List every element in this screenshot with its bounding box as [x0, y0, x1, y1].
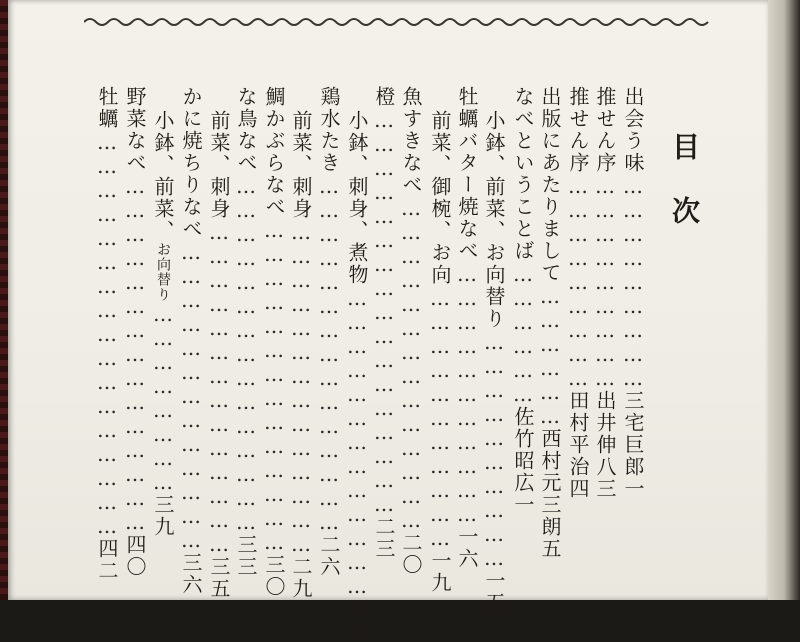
leader-dots: …………………………………………… [372, 108, 396, 516]
toc-entry [206, 110, 232, 600]
entry-page: 二九 [289, 556, 313, 600]
entry-title: かに焼ちりなべ [179, 86, 203, 240]
toc-entry [537, 86, 563, 560]
entry-title: 小鉢、前菜、お向替り [482, 110, 506, 330]
entry-page: 三六 [179, 552, 203, 596]
leader-dots: …………………………………………… [95, 130, 119, 538]
entry-title: 牡蠣 [95, 86, 119, 130]
entry-title: 魚すきなべ [399, 86, 423, 196]
entry-page: 一九 [428, 550, 452, 594]
toc-entry [371, 86, 397, 560]
leader-dots: …………………… [151, 302, 175, 494]
entry-page: 二〇 [399, 532, 423, 576]
entry-author: 田村平治 [566, 390, 590, 478]
entry-page: 一 [621, 478, 645, 500]
entry-page: 二六 [317, 534, 341, 578]
toc-entry [94, 86, 120, 582]
toc-entry [288, 110, 314, 600]
leader-dots: ………………………… [482, 330, 506, 570]
entry-page: 一 [511, 494, 535, 516]
toc-entry [398, 86, 424, 576]
leader-dots: ……………………………………… [123, 174, 147, 534]
entry-author: 佐竹昭広 [511, 406, 535, 494]
entry-page: 三〇 [262, 554, 286, 598]
toc-entry [150, 110, 176, 538]
entry-author: 三宅巨郎 [621, 390, 645, 478]
toc-entry [261, 86, 287, 598]
entry-title: 推せん序 [566, 86, 590, 174]
leader-dots: …………………………… [455, 262, 479, 526]
entry-title: 出会う味 [621, 86, 645, 174]
toc-entry [316, 86, 342, 578]
entry-subtitle: お向替り [155, 242, 171, 302]
leader-dots: …………………………………… [399, 196, 423, 532]
toc-entry [510, 86, 536, 516]
leader-dots: ……………………… [593, 174, 617, 390]
entry-page: 四二 [95, 538, 119, 582]
entry-title: 野菜なべ [123, 86, 147, 174]
toc-entry [344, 110, 370, 642]
leader-dots: …………………………………… [262, 218, 286, 554]
entry-title: 前菜、刺身 [207, 110, 231, 220]
entry-title: な鳥なべ [234, 86, 258, 174]
entry-title: なべということば [511, 86, 535, 262]
leader-dots: ………………………………… [179, 240, 203, 552]
entry-page: 三三 [234, 534, 258, 578]
leader-dots: …………………………………… [289, 220, 313, 556]
toc-entry [620, 86, 646, 500]
page-title: 目次 [668, 132, 701, 260]
toc-entry [178, 86, 204, 596]
entry-author: 出井伸八 [593, 390, 617, 478]
entry-title: 橙 [372, 86, 396, 108]
entry-title: 牡蠣バター焼なべ [455, 86, 479, 262]
entry-title: 鯛かぶらなべ [262, 86, 286, 218]
entry-page: 一六 [455, 526, 479, 570]
leader-dots: ……………………………………… [234, 174, 258, 534]
page-gutter [768, 0, 800, 600]
leader-dots: ……………………………………… [317, 174, 341, 534]
entry-title: 小鉢、刺身、煮物 [345, 110, 369, 286]
entry-title: 小鉢、前菜、 [151, 110, 175, 242]
toc-entry [481, 110, 507, 614]
toc-entry [565, 86, 591, 500]
toc-entry [427, 110, 453, 594]
leader-dots: …………………………………… [207, 220, 231, 556]
entry-page: 二三 [372, 516, 396, 560]
leader-dots: ……………… [511, 262, 535, 406]
leader-dots: ………………………………… [345, 286, 369, 598]
entry-title: 推せん序 [593, 86, 617, 174]
leader-dots: ……………… [538, 284, 562, 428]
toc-entry [592, 86, 618, 500]
entry-title: 前菜、御椀、お向 [428, 110, 452, 286]
entry-page: 三五 [207, 556, 231, 600]
leader-dots: ……………………… [621, 174, 645, 390]
leader-dots: ……………………… [566, 174, 590, 390]
decorative-border [84, 14, 712, 30]
entry-page: 三九 [151, 494, 175, 538]
toc-entry [454, 86, 480, 570]
toc-entry [122, 86, 148, 578]
entry-author: 西村元三朗 [538, 428, 562, 538]
entry-page: 五 [538, 538, 562, 560]
entry-page: 四 [566, 478, 590, 500]
toc-entry [233, 86, 259, 578]
entry-page: 四〇 [123, 534, 147, 578]
entry-title: 出版にあたりまして [538, 86, 562, 284]
entry-page: 三 [593, 478, 617, 500]
entry-page: 二六 [345, 598, 369, 642]
entry-title: 鶏水たき [317, 86, 341, 174]
entry-page: 一五 [482, 570, 506, 614]
entry-title: 前菜、刺身 [289, 110, 313, 220]
leader-dots: …………………………… [428, 286, 452, 550]
